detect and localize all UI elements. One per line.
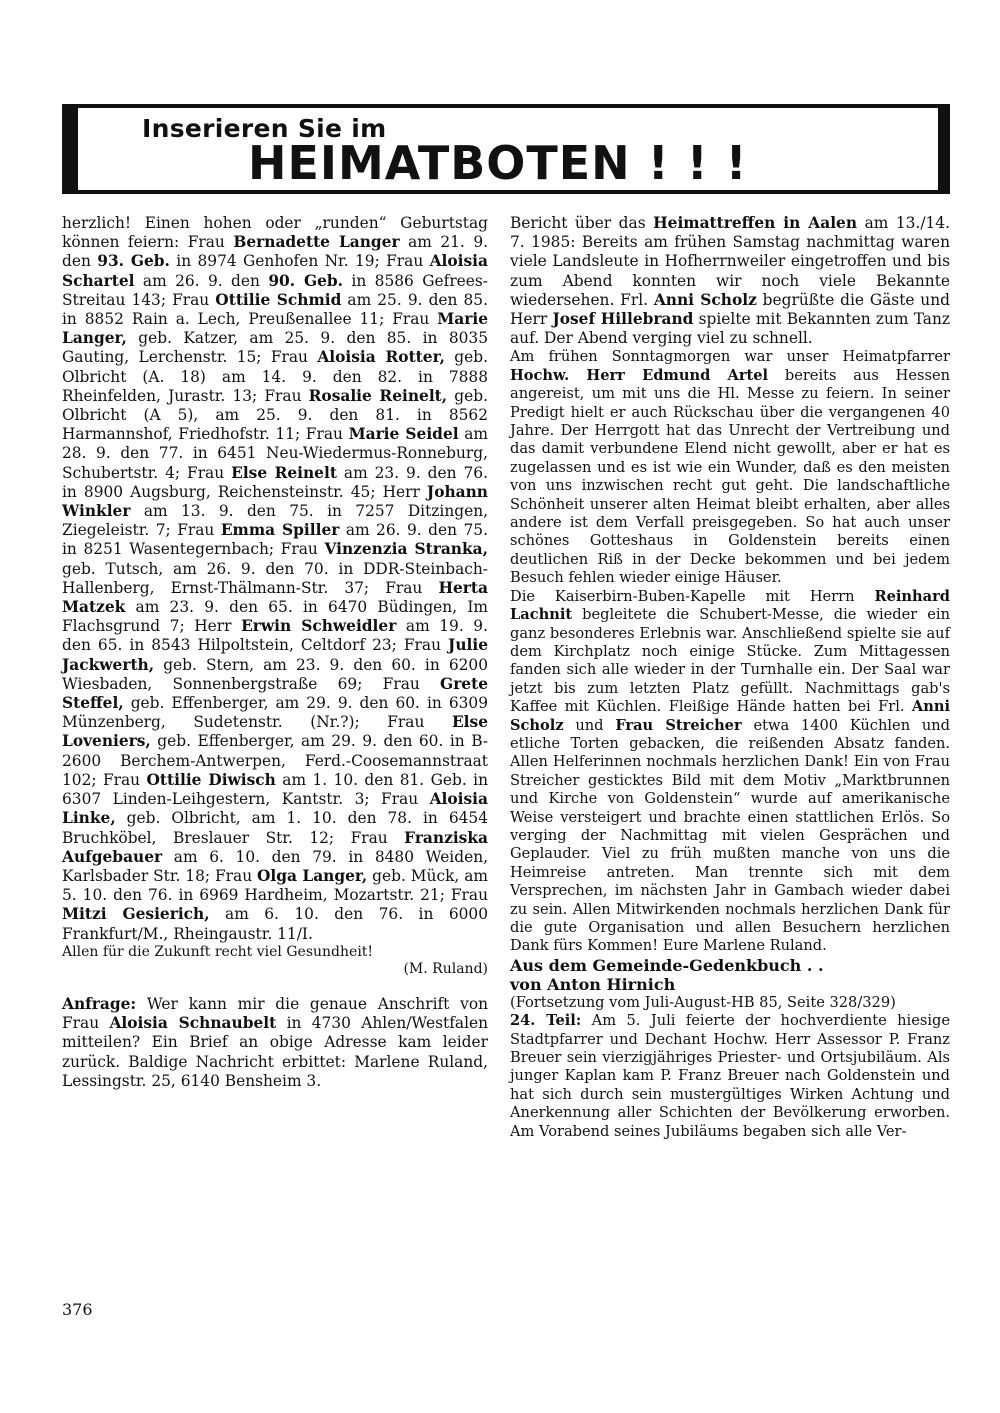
text-run: Am frühen Sonntagmorgen war unser Heimatpfarrer	[510, 348, 950, 366]
bold-name: Erwin Schweidler	[241, 617, 397, 636]
part-paragraph	[510, 1012, 950, 1141]
text-run: spielte mit Bekannten zum Tanz auf. Der Abend verging viel zu schnell.	[510, 310, 950, 348]
bold-name: Aloisia Linke,	[62, 790, 488, 828]
bold-name: Reinhard Lachnit	[510, 587, 950, 624]
bold-name: Aloisia Schnaubelt	[109, 1014, 277, 1033]
text-run: am 21. 9. den	[62, 233, 489, 271]
bold-name: Marie Seidel	[348, 425, 459, 444]
text-run: Am 5. Juli feierte der hochverdiente hiesige Stadtpfarrer und Dechant Hochw. Herr Assessor P. Franz Breuer sein vierzigjähriges Priester- und Ortsjubiläum. Als junger Kaplan kam P. Franz Breuer nach Goldenstein und hat sich durch sein mustergültiges Wirken Achtung und Anerkennung aller Schichten der Bevölkerung erworben. Am Vorabend seines Jubiläums begaben sich alle Ver-	[510, 1012, 950, 1140]
text-run: am 1. 10. den 81. Geb. in 6307 Linden-Leihgestern, Kantstr. 3; Frau	[62, 770, 488, 809]
banner-line-2: HEIMATBOTEN ! ! !	[248, 136, 748, 190]
right-column	[510, 214, 950, 1141]
text-run: und	[563, 716, 616, 734]
wish-line: Allen für die Zukunft recht viel Gesundheit!	[62, 943, 374, 960]
bold-name: Heimattreffen in Aalen	[653, 214, 858, 232]
bold-name: Mitzi Gesierich,	[62, 905, 210, 924]
bold-name: Aloisia Rotter,	[317, 348, 445, 367]
bold-name: Anfrage:	[62, 994, 137, 1013]
text-run: am 23. 9. den 76. in 8900 Augsburg, Reichensteinstr. 45; Herr	[62, 463, 488, 501]
text-run: etwa 1400 Küchlen und etliche Torten gebacken, die reißenden Absatz fanden. Allen Helferinnen nochmals herzlichen Dank! Ein von Frau Streicher gesticktes Bild mit dem Motiv „Marktbrunnen und Kirche von Goldenstein“ wurde auf amerikanische Weise versteigert und brachte einen stattlichen Erlös. So verging der Nachmittag mit vielen Gesprächen und Geplauder. Viel zu früh mußten manche von uns die Heimreise antreten. Man trennte sich mit dem Versprechen, im nächsten Jahr in Gambach wieder dabei zu sein. Allen Mitwirkenden nochmals herzlichen Dank für die gute Organisation und allen Besuchern herzlichen Dank fürs Kommen! Eure Marlene Ruland.	[510, 716, 951, 955]
bold-name: Marie Langer,	[62, 310, 488, 348]
section-title	[510, 956, 950, 994]
ad-banner	[62, 104, 950, 194]
bold-name: Anni Scholz	[653, 290, 757, 309]
text-run: am 19. 9. den 65. in 8543 Hilpoltstein, Celtdorf 23; Frau	[62, 617, 488, 655]
bold-name: Johann Winkler	[62, 482, 488, 521]
bold-name: Else Loveniers,	[62, 713, 488, 751]
text-run: am 13. 9. den 75. in 7257 Ditzingen, Ziegeleistr. 7; Frau	[62, 502, 488, 540]
spacer	[62, 979, 488, 995]
text-run: geb. Olbricht (A. 18) am 14. 9. den 82. in 7888 Rheinfelden, Jurastr. 13; Frau	[62, 348, 488, 405]
bold-name: Vinzenzia Stranka,	[324, 540, 488, 559]
bold-name: Franziska Aufgebauer	[62, 828, 488, 866]
bold-name: Julie Jackwerth,	[62, 636, 488, 674]
text-run: in 4730 Ahlen/Westfalen mitteilen? Ein Brief an obige Adresse kam leider zurück. Baldige Nachricht erbittet: Marlene Ruland, Lessingstr. 25, 6140 Bensheim 3.	[62, 1014, 489, 1090]
band-paragraph	[510, 588, 950, 956]
bold-name: 93. Geb.	[97, 252, 170, 271]
bold-name: Ottilie Schmid	[215, 290, 342, 309]
bold-name: Grete Steffel,	[62, 674, 488, 713]
text-run: am 26. 9. den 75. in 8251 Wasentegernbach; Frau	[62, 521, 488, 559]
section-title-line-1: Aus dem Gemeinde-Gedenkbuch . .	[510, 955, 824, 975]
bold-name: Ottilie Diwisch	[146, 770, 276, 789]
text-run: am 26. 9. den	[134, 271, 269, 290]
bold-name: Bernadette Langer	[233, 233, 400, 252]
bold-name: Rosalie Reinelt,	[308, 386, 448, 405]
text-run: Die Kaiserbirn-Buben-Kapelle mit Herrn	[510, 587, 875, 605]
text-run: in 8586 Gefrees-Streitau 143; Frau	[62, 271, 489, 309]
bold-name: Olga Langer,	[257, 866, 368, 885]
bold-name: Aloisia Schartel	[62, 252, 488, 290]
text-run: geb. Katzer, am 25. 9. den 85. in 8035 Gauting, Lerchenstr. 15; Frau	[62, 329, 488, 367]
text-run: Bericht über das	[510, 214, 654, 232]
bold-name: Emma Spiller	[220, 521, 340, 540]
text-run: geb. Olbricht, am 1. 10. den 78. in 6454 Bruchköbel, Breslauer Str. 12; Frau	[62, 809, 488, 847]
bold-name: Herta Matzek	[62, 578, 488, 617]
text-run: geb. Tutsch, am 26. 9. den 70. in DDR-Steinbach-Hallenberg, Ernst-Thälmann-Str. 37; Frau	[62, 559, 488, 597]
text-run: begrüßte die Gäste und Herr	[510, 290, 950, 329]
banner-line-1: Inserieren Sie im	[142, 114, 387, 143]
text-run: am 6. 10. den 79. in 8480 Weiden, Karlsbader Str. 18; Frau	[62, 847, 488, 885]
text-run: am 6. 10. den 76. in 6000 Frankfurt/M., Rheingaustr. 11/I.	[62, 905, 488, 943]
text-run: geb. Olbricht (A 5), am 25. 9. den 81. in 8562 Harmannshof, Friedhofstr. 11; Frau	[62, 386, 488, 444]
bold-name: Josef Hillebrand	[552, 310, 694, 329]
text-run: geb. Stern, am 23. 9. den 60. in 6200 Wiesbaden, Sonnenbergstraße 69; Frau	[62, 655, 488, 693]
bold-name: Frau Streicher	[615, 716, 742, 734]
bold-name: Else Reinelt	[231, 463, 337, 482]
text-run: am 28. 9. den 77. in 6451 Neu-Wiedermus-Ronneburg, Schubertstr. 4; Frau	[62, 425, 488, 482]
signature: (M. Ruland)	[403, 961, 488, 978]
continuation-note: (Fortsetzung vom Juli-August-HB 85, Seite 328/329)	[510, 993, 896, 1011]
birthday-list	[62, 214, 488, 944]
bold-name: 24. Teil:	[510, 1012, 582, 1030]
bold-name: Hochw. Herr Edmund Artel	[510, 366, 769, 384]
report-intro	[510, 214, 950, 348]
text-run: geb. Effenberger, am 29. 9. den 60. in B-2600 Berchem-Antwerpen, Ferd.-Coosemannstraat 102; Frau	[62, 732, 488, 789]
text-run: geb. Mück, am 5. 10. den 76. in 6969 Hardheim, Mozartstr. 21; Frau	[62, 866, 488, 905]
bold-name: Anni Scholz	[510, 698, 950, 734]
bold-name: 90. Geb.	[268, 271, 344, 290]
section-title-line-2: von Anton Hirnich	[510, 974, 676, 994]
text-run: bereits aus Hessen angereist, um mit uns die Hl. Messe zu feiern. In seiner Predigt hielt er auch Rückschau über die vergangenen 40 Jahre. Der Herrgott hat das Unrecht der Vertreibung und das damit verbundene Elend nicht gewollt, aber er hat es zugelassen und es ist wie ein Wunder, daß es den meisten von uns inzwischen recht gut geht. Die landschaftliche Schönheit unserer alten Heimat bleibt erhalten, aber alles andere ist dem Verfall preisgegeben. So hat auch unser schönes Gotteshaus in Goldenstein bereits einen deutlichen Riß in der Decke bekommen und bei jedem Besuch fehlen wieder einige Häuser.	[510, 366, 950, 587]
left-column	[62, 214, 488, 1091]
text-run: am 23. 9. den 65. in 6470 Büdingen, Im Flachsgrund 7; Herr	[62, 598, 488, 636]
text-run: Wer kann mir die genaue Anschrift von Frau	[62, 994, 488, 1033]
text-run: herzlich! Einen hohen oder „runden“ Geburtstag können feiern: Frau	[62, 214, 488, 252]
sunday-paragraph	[510, 348, 950, 587]
text-run: in 8974 Genhofen Nr. 19; Frau	[169, 252, 430, 271]
text-run: am 13./14. 7. 1985: Bereits am frühen Samstag nachmittag waren viele Landsleute in Hofherrnweiler eingetroffen und bis zum Abend konnten wir noch viele Bekannte wiedersehen. Frl.	[510, 214, 950, 309]
text-run: geb. Effenberger, am 29. 9. den 60. in 6309 Münzenberg, Sudetenstr. (Nr.?); Frau	[62, 694, 488, 732]
text-run: begleitete die Schubert-Messe, die wieder ein ganz besonderes Erlebnis war. Anschließend spielte sie auf dem Kirchplatz noch einige Stücke. Zum Mittagessen fanden sich alle wieder in der Turnhalle ein. Der Saal war jetzt bis zum letzten Platz gefüllt. Nachmittags gab's Kaffee mit Küchlen. Fleißige Hände hatten bei Frl.	[510, 606, 950, 716]
page-number: 376	[62, 1300, 93, 1319]
text-run: am 25. 9. den 85. in 8852 Rain a. Lech, Preußenallee 11; Frau	[62, 290, 488, 329]
inquiry-paragraph	[62, 995, 488, 1091]
